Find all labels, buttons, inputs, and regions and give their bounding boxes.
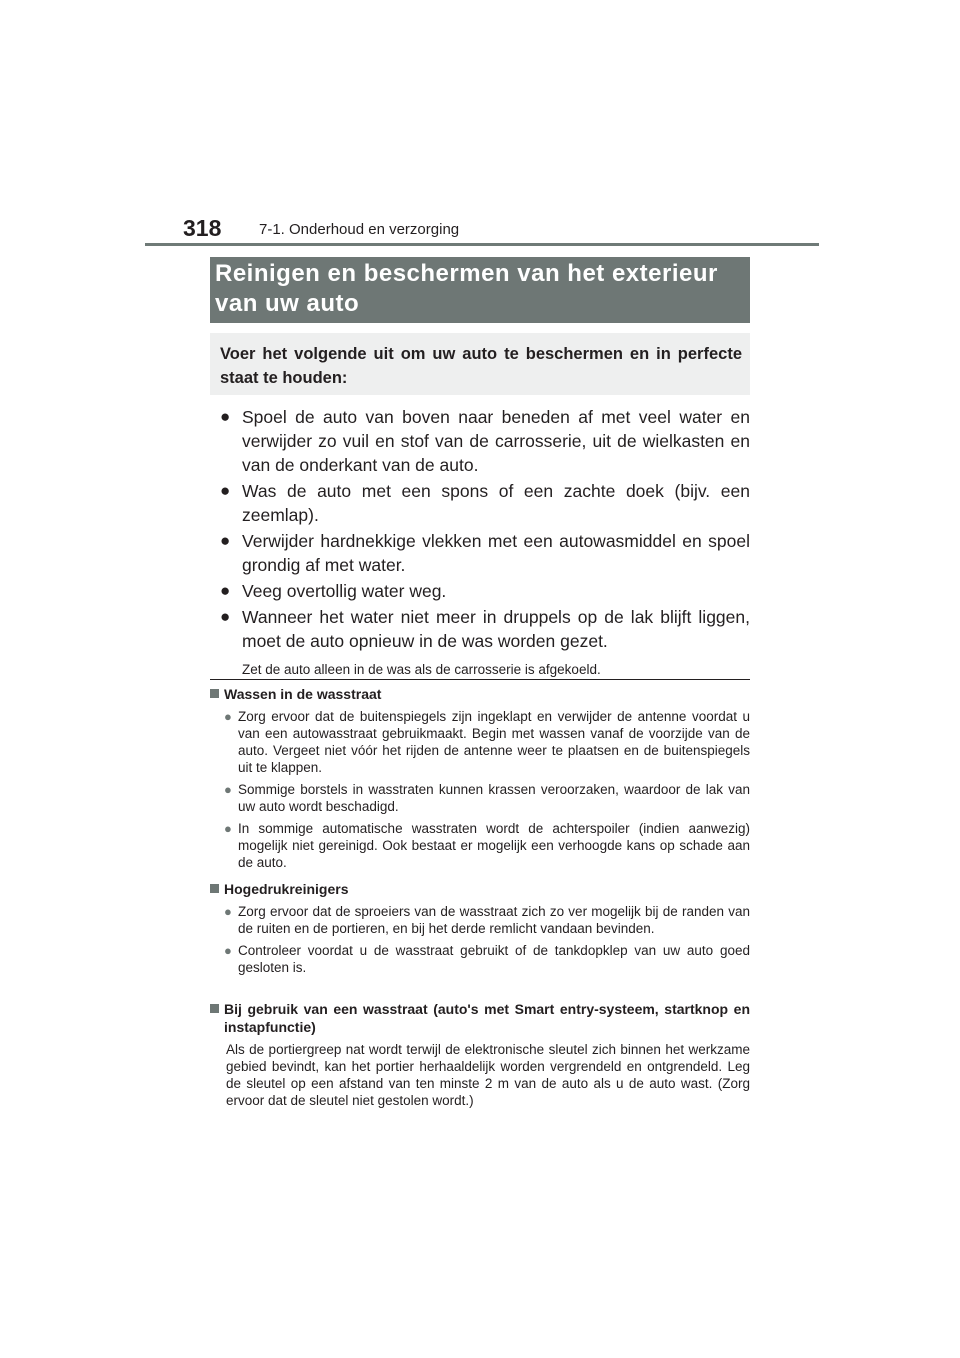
bullet-icon: ● xyxy=(224,782,232,797)
page-number: 318 xyxy=(183,215,222,241)
list-item: ● In sommige automatische wasstraten wordt de achterspoiler (indien aanwezig) mogelijk niet gereinigd. Ook bestaat er mogelijk een verhoogde kans op schade aan de auto. xyxy=(224,821,750,870)
list-item: ● Wanneer het water niet meer in druppels op de lak blijft liggen, moet de auto opnieuw in de was worden gezet. xyxy=(220,607,750,651)
list-item: ● Sommige borstels in wasstraten kunnen krassen veroorzaken, waardoor de lak van uw auto wordt beschadigd. xyxy=(224,782,750,814)
list-item: ● Verwijder hardnekkige vlekken met een autowasmiddel en spoel grondig af met water. xyxy=(220,531,750,575)
page-title: Reinigen en beschermen van het exterieur van uw auto xyxy=(215,260,718,317)
section-wasstraat xyxy=(210,685,750,871)
bullet-icon: ● xyxy=(220,607,231,626)
section-heading: Bij gebruik van een wasstraat (auto's met Smart entry-systeem, startknop en instapfunctie) xyxy=(210,1000,750,1036)
title-banner xyxy=(210,257,750,323)
bullet-icon: ● xyxy=(220,581,231,600)
intro-text: Voer het volgende uit om uw auto te beschermen en in perfecte staat te houden: xyxy=(220,345,742,387)
square-bullet-icon xyxy=(210,884,219,893)
section-hogedrukreinigers xyxy=(210,880,750,976)
header-rule xyxy=(145,243,819,246)
bullet-icon: ● xyxy=(220,481,231,500)
main-note: Zet de auto alleen in de was als de carrosserie is afgekoeld. xyxy=(242,662,601,677)
bullet-icon: ● xyxy=(224,943,232,958)
square-bullet-icon xyxy=(210,1004,219,1013)
section-paragraph: Als de portiergreep nat wordt terwijl de elektronische sleutel zich binnen het werkzame gebied bevindt, kan het portier herhaaldelijk worden vergrendeld en ontgrendeld. Leg de sleutel op een afstand van ten minste 2 m van de auto als u de auto wast. (Zorg ervoor dat de sleutel niet gestolen wordt.) xyxy=(226,1042,750,1108)
bullet-icon: ● xyxy=(224,821,232,836)
section-heading: Hogedrukreinigers xyxy=(210,880,750,898)
bullet-icon: ● xyxy=(224,709,232,724)
list-item: ● Zorg ervoor dat de sproeiers van de wasstraat zich zo ver mogelijk bij de randen van de ruiten en de portieren, en bij het derde remlicht vandaan bevinden. xyxy=(224,904,750,936)
main-bullet-list xyxy=(210,405,750,679)
bullet-icon: ● xyxy=(220,407,231,426)
list-item: ● Controleer voordat u de wasstraat gebruikt of de tankdopklep van uw auto goed gesloten is. xyxy=(224,943,750,975)
section-smart-entry xyxy=(210,1000,750,1109)
section-reference: 7-1. Onderhoud en verzorging xyxy=(259,221,460,238)
section-heading: Wassen in de wasstraat xyxy=(210,685,750,703)
square-bullet-icon xyxy=(210,689,219,698)
intro-box xyxy=(210,333,750,395)
bullet-icon: ● xyxy=(220,531,231,550)
list-item: ● Was de auto met een spons of een zachte doek (bijv. een zeemlap). xyxy=(220,481,750,525)
bullet-icon: ● xyxy=(224,904,232,919)
section-divider xyxy=(210,679,750,680)
list-item: ● Zorg ervoor dat de buitenspiegels zijn ingeklapt en verwijder de antenne voordat u van een autowasstraat gebruikmaakt. Begin met wassen vanaf de voorzijde van de auto. Vergeet niet vóór het rijden de antenne weer te plaatsen en de buitenspiegels uit te klappen. xyxy=(224,709,750,775)
list-item: ● Spoel de auto van boven naar beneden af met veel water en verwijder zo vuil en stof van de carrosserie, uit de wielkasten en van de onderkant van de auto. xyxy=(220,407,750,475)
list-item: ● Veeg overtollig water weg. xyxy=(220,581,447,601)
